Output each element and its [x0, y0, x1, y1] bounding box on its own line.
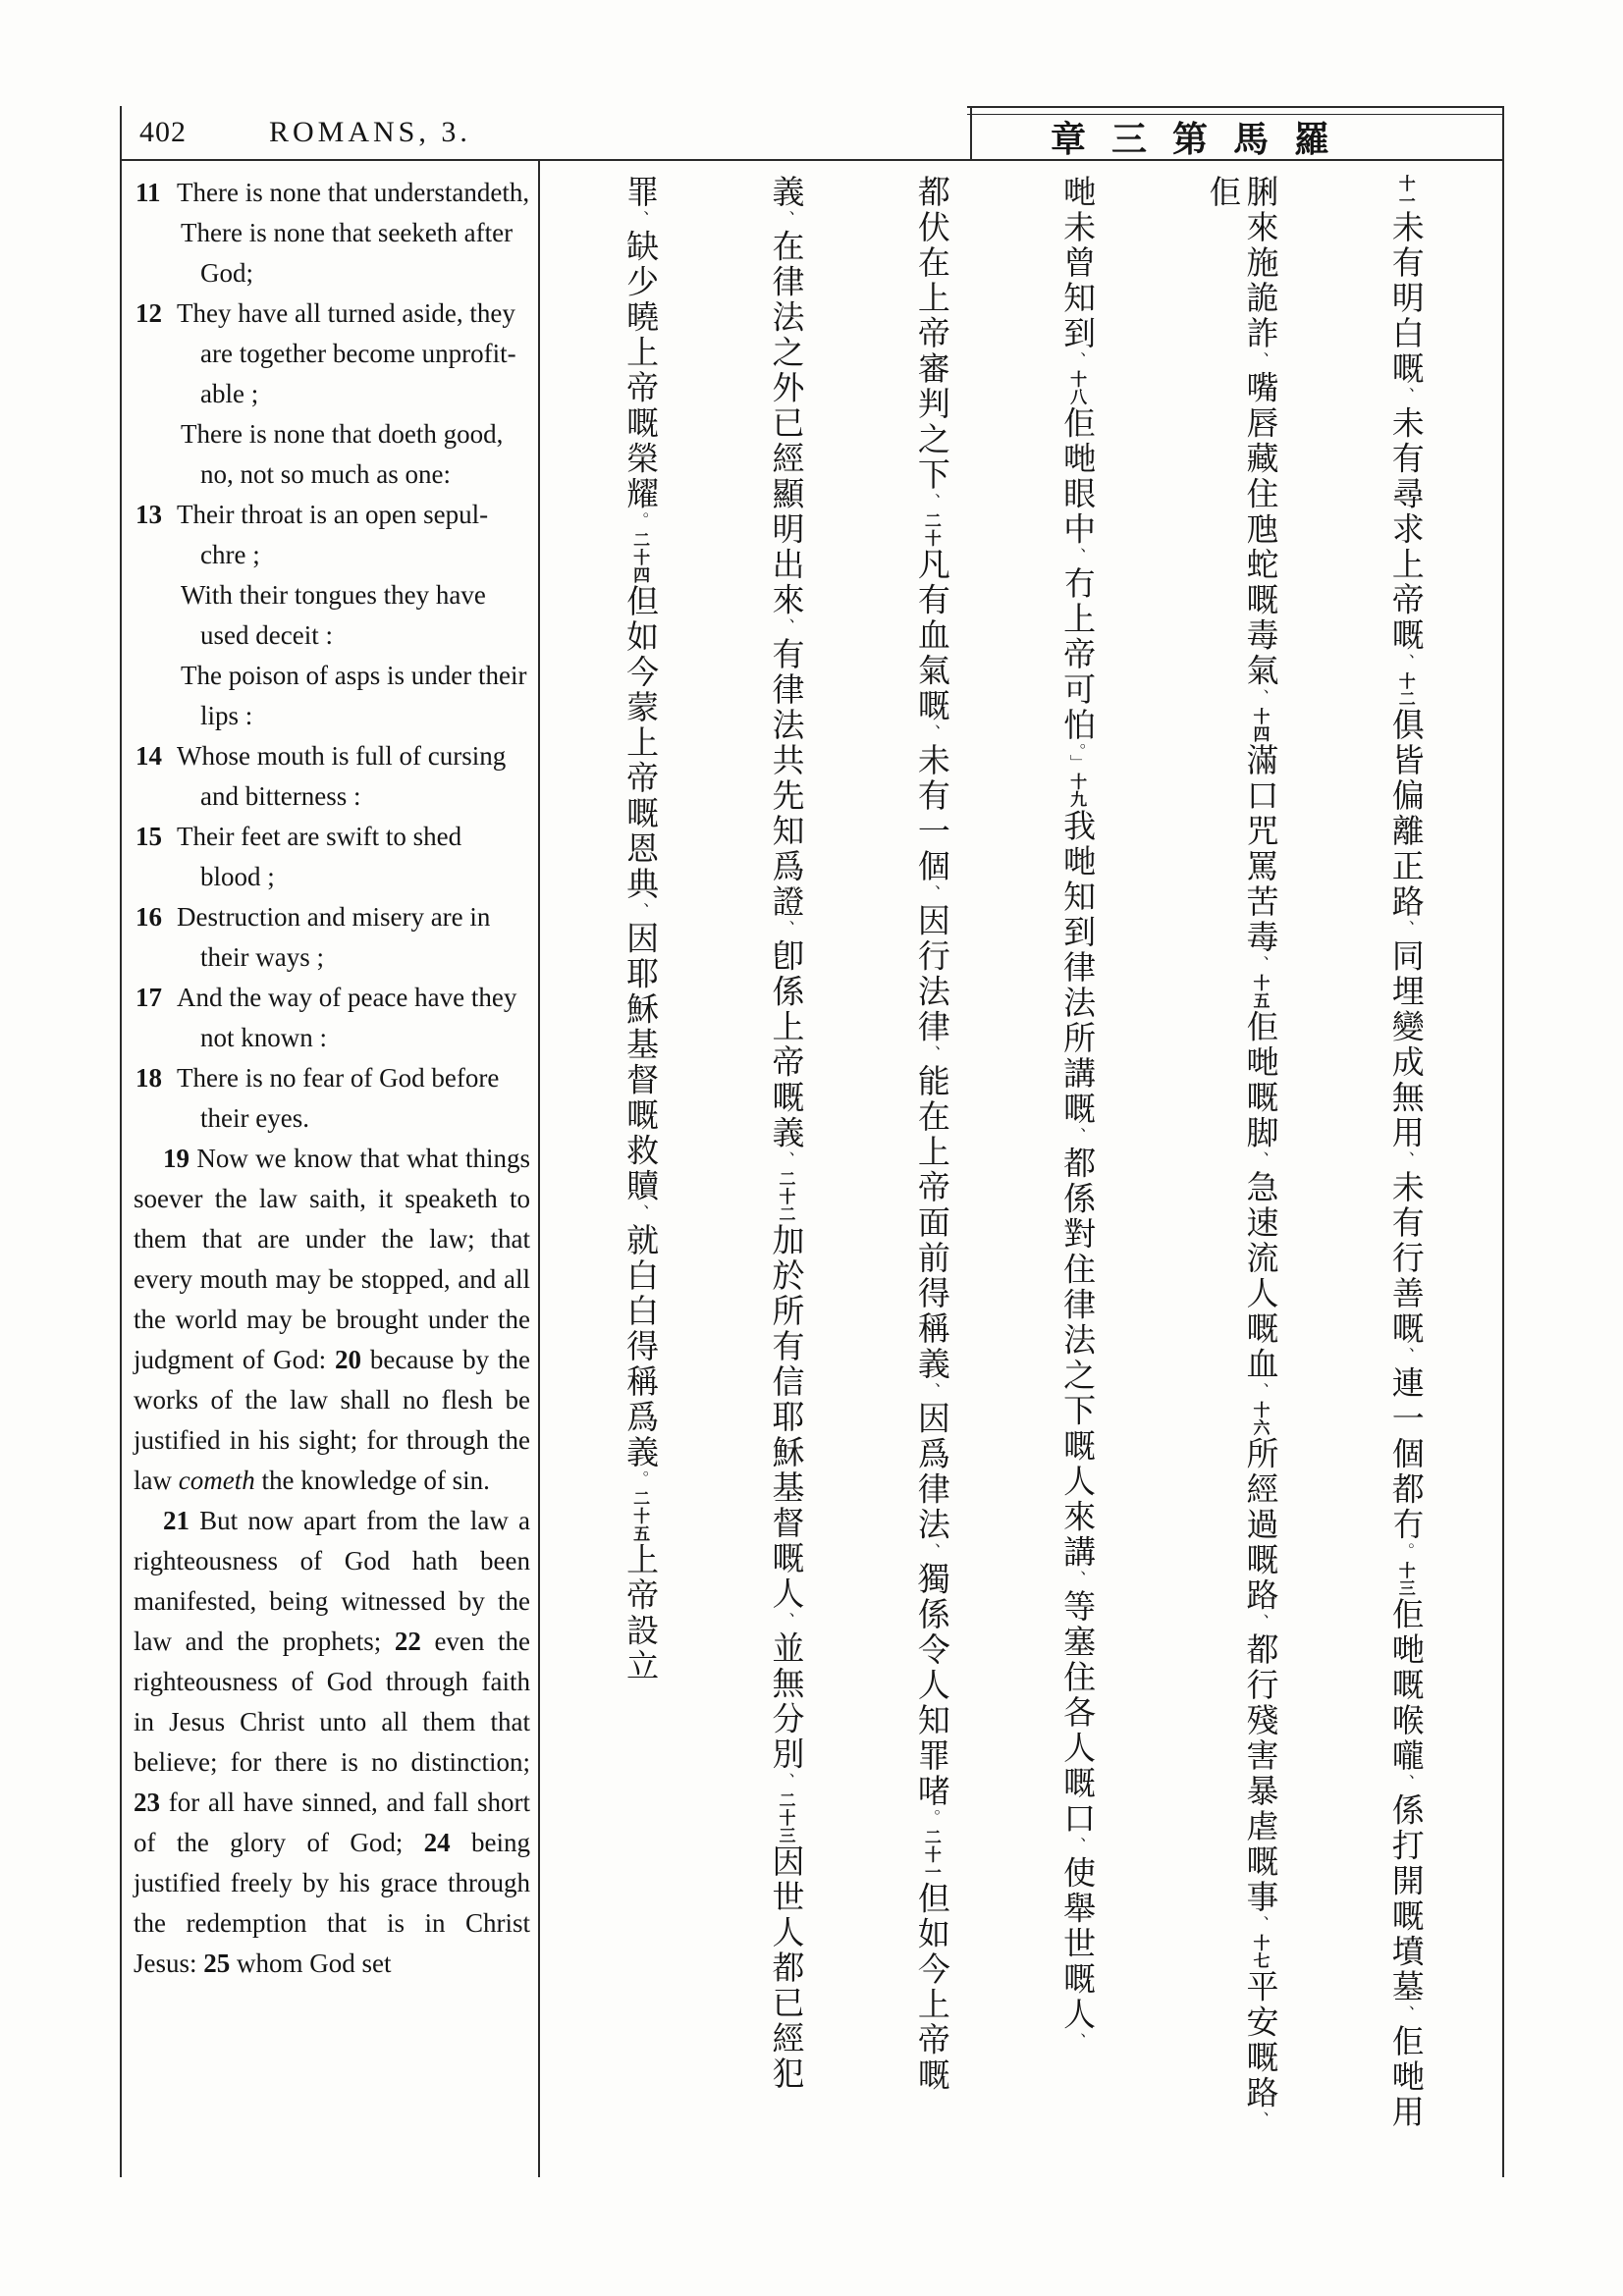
verse-line: The poison of asps is under their: [181, 661, 527, 690]
verse-line: 11 There is none that understandeth,: [134, 173, 530, 213]
punctuation-mark: 、: [1067, 1570, 1087, 1589]
verse-line: God;: [200, 258, 253, 288]
page-number: 402: [139, 116, 187, 148]
punctuation-mark: 、: [1395, 2004, 1415, 2024]
punctuation-mark: 、: [1395, 653, 1415, 672]
punctuation-mark: 、: [921, 723, 941, 743]
verse-number-note: 二十五: [630, 1489, 650, 1543]
verse-line: blood ;: [200, 862, 275, 891]
verse-number-note: 十四: [1250, 708, 1270, 743]
chinese-column-4: 都伏在上帝審判之下、二十凡有血氣嘅、未有一個、因行法律、能在上帝面前得稱義、因爲律法、獨係令人知罪啫。二十一但如今上帝嘅: [912, 175, 948, 2094]
verse-number: 19: [163, 1144, 189, 1173]
verse-number-note: 十二: [1395, 672, 1415, 708]
page-frame: [120, 106, 1504, 2177]
verse-number: 23: [134, 1788, 160, 1817]
punctuation-mark: 、: [1395, 920, 1415, 939]
punctuation-mark: 、: [776, 617, 795, 637]
verse-line: and bitterness :: [200, 781, 361, 811]
verse-number: 21: [163, 1506, 189, 1535]
verse-line: 15 Their feet are swift to shed: [134, 817, 530, 857]
punctuation-mark: 、: [1250, 1613, 1270, 1632]
running-title-chinese: 章三第馬羅: [1050, 120, 1355, 159]
verse-line: There is none that doeth good,: [181, 419, 504, 449]
italic-word: cometh: [178, 1466, 255, 1495]
verse-line: 16 Destruction and misery are in: [134, 897, 530, 937]
running-title-english: ROMANS, 3.: [269, 116, 471, 148]
verse-number-note: 十一: [1395, 175, 1415, 210]
punctuation-mark: 、: [1250, 351, 1270, 371]
verse-number-note: 十六: [1250, 1401, 1270, 1437]
verse-number-note: 十七: [1250, 1934, 1270, 1970]
verse-number: 12: [135, 298, 162, 328]
punctuation-mark: 。: [630, 1470, 650, 1490]
verse-number-note: 二十三: [776, 1791, 795, 1844]
chinese-text-columns: [540, 159, 1502, 2177]
verse-number: 13: [135, 500, 162, 529]
punctuation-mark: 、: [630, 902, 650, 922]
verse-line: lips :: [200, 701, 253, 730]
punctuation-mark: 。: [1395, 1542, 1415, 1562]
english-text-column: [122, 159, 538, 2177]
verse-line: able ;: [200, 379, 259, 408]
verse-line: their ways ;: [200, 942, 324, 972]
punctuation-mark: 、: [630, 210, 650, 230]
punctuation-mark: 、: [1250, 2110, 1270, 2130]
verse-line: With their tongues they have: [181, 580, 486, 610]
verse-number: 18: [135, 1063, 162, 1093]
verse-number: 22: [394, 1627, 421, 1656]
punctuation-mark: 、: [1395, 1347, 1415, 1366]
verse-line: used deceit :: [200, 620, 333, 650]
verse-number: 24: [423, 1828, 451, 1857]
page-body: [122, 159, 1502, 2177]
verse-number-note: 二十二: [776, 1170, 795, 1223]
verse-number-note: 二十: [921, 511, 941, 548]
punctuation-mark: 、: [921, 884, 941, 904]
chinese-column-3: 哋未曾知到、十八佢哋眼中、冇上帝可怕。」十九我哋知到律法所講嘅、都係對住律法之下嘅人來講、等塞住各人嘅口、使舉世嘅人、: [1058, 175, 1095, 2052]
punctuation-mark: 、: [1250, 1915, 1270, 1935]
punctuation-mark: 、: [1067, 2032, 1087, 2052]
punctuation-mark: 。: [1067, 743, 1087, 755]
punctuation-mark: 、: [1067, 351, 1087, 371]
punctuation-mark: 、: [1395, 387, 1415, 406]
verse-number: 11: [135, 178, 161, 207]
punctuation-mark: 、: [1250, 1382, 1270, 1402]
punctuation-mark: 。: [921, 1809, 941, 1829]
punctuation-mark: 。: [630, 511, 650, 531]
verse-number: 20: [335, 1345, 362, 1374]
verse-line: are together become unprofit-: [200, 339, 516, 368]
verse-line: not known :: [200, 1023, 328, 1052]
verse-paragraph: 21 But now apart from the law a righteousness of God hath been manifested, being witnessed by the law and the prophets; 22 even the righteousness of God through faith in Jesus Christ unto all them that believe; for there is no distinction; 23 for all have sinned, and fall short of the glory of God; 24 being justified freely by his grace through the redemption that is in Christ Jesus: 25 whom God set: [134, 1506, 530, 1978]
verse-number: 16: [135, 902, 162, 932]
punctuation-mark: 、: [921, 493, 941, 512]
punctuation-mark: 、: [921, 1542, 941, 1562]
verse-number-note: 十五: [1250, 974, 1270, 1010]
chinese-column-6: 罪、缺少曉上帝嘅榮耀。二十四但如今蒙上帝嘅恩典、因耶穌基督嘅救贖、就白白得稱爲義。二十五上帝設立: [622, 175, 658, 1684]
verse-line: chre ;: [200, 540, 260, 569]
verse-number-note: 二十一: [921, 1828, 941, 1882]
punctuation-mark: 、: [1067, 547, 1087, 566]
punctuation-mark: 、: [776, 210, 795, 230]
verse-number-note: 二十四: [630, 531, 650, 584]
verse-line: 18 There is no fear of God before: [134, 1058, 530, 1098]
punctuation-mark: 、: [776, 1612, 795, 1631]
verse-line: 17 And the way of peace have they: [134, 978, 530, 1018]
verse-line: 13 Their throat is an open sepul-: [134, 495, 530, 535]
header-divider-line: [970, 106, 972, 159]
chinese-column-2: 脷來施詭詐、嘴唇藏住虺蛇嘅毒氣、十四滿口咒罵苦毒、十五佢哋嘅脚、急速流人嘅血、十六所經過嘅路、都行殘害暴虐嘅事、十七平安嘅路、佢: [1204, 175, 1277, 2130]
verse-line: 14 Whose mouth is full of cursing: [134, 736, 530, 776]
verse-number: 25: [203, 1949, 231, 1978]
punctuation-mark: 、: [921, 1044, 941, 1064]
punctuation-mark: 、: [921, 1382, 941, 1402]
verse-number: 14: [135, 741, 162, 771]
punctuation-mark: 、: [776, 1150, 795, 1170]
punctuation-mark: 、: [1250, 955, 1270, 975]
verse-number-note: 十三: [1395, 1562, 1415, 1597]
verse-line: their eyes.: [200, 1103, 309, 1133]
chinese-column-1: 十一未有明白嘅、未有尋求上帝嘅、十二俱皆偏離正路、同埋變成無用、未有行善嘅、連一個都冇。十三佢哋嘅喉嚨、係打開嘅墳墓、佢哋用: [1386, 175, 1423, 2130]
verse-line: no, not so much as one:: [200, 459, 451, 489]
punctuation-mark: 、: [1395, 1150, 1415, 1170]
verse-line: There is none that seeketh after: [181, 218, 514, 247]
verse-paragraph: 19 Now we know that what things soever the law saith, it speaketh to them that are under the law; that every mouth may be stopped, and all the world may be brought under the judgment of God: 20 because by the works of the law shall no flesh be justified in his sight; for through the law cometh the knowledge of sin.: [134, 1144, 530, 1495]
page-header: [122, 106, 1502, 161]
punctuation-mark: 」: [1067, 754, 1087, 774]
verse-number: 17: [135, 983, 162, 1012]
punctuation-mark: 、: [1067, 1836, 1087, 1856]
verse-line: 12 They have all turned aside, they: [134, 294, 530, 334]
punctuation-mark: 、: [1067, 1126, 1087, 1147]
verse-number: 15: [135, 822, 162, 851]
punctuation-mark: 、: [1250, 688, 1270, 708]
punctuation-mark: 、: [1395, 1774, 1415, 1793]
punctuation-mark: 、: [630, 1203, 650, 1223]
punctuation-mark: 、: [776, 920, 795, 939]
punctuation-mark: 、: [1250, 1150, 1270, 1170]
punctuation-mark: 、: [776, 1772, 795, 1791]
chinese-column-5: 義、在律法之外已經顯明出來、有律法共先知爲證、卽係上帝嘅義、二十二加於所有信耶穌基督嘅人、並無分別、二十三因世人都已經犯: [767, 175, 803, 2092]
verse-number-note: 十八: [1067, 370, 1087, 406]
verse-number-note: 十九: [1067, 773, 1087, 809]
